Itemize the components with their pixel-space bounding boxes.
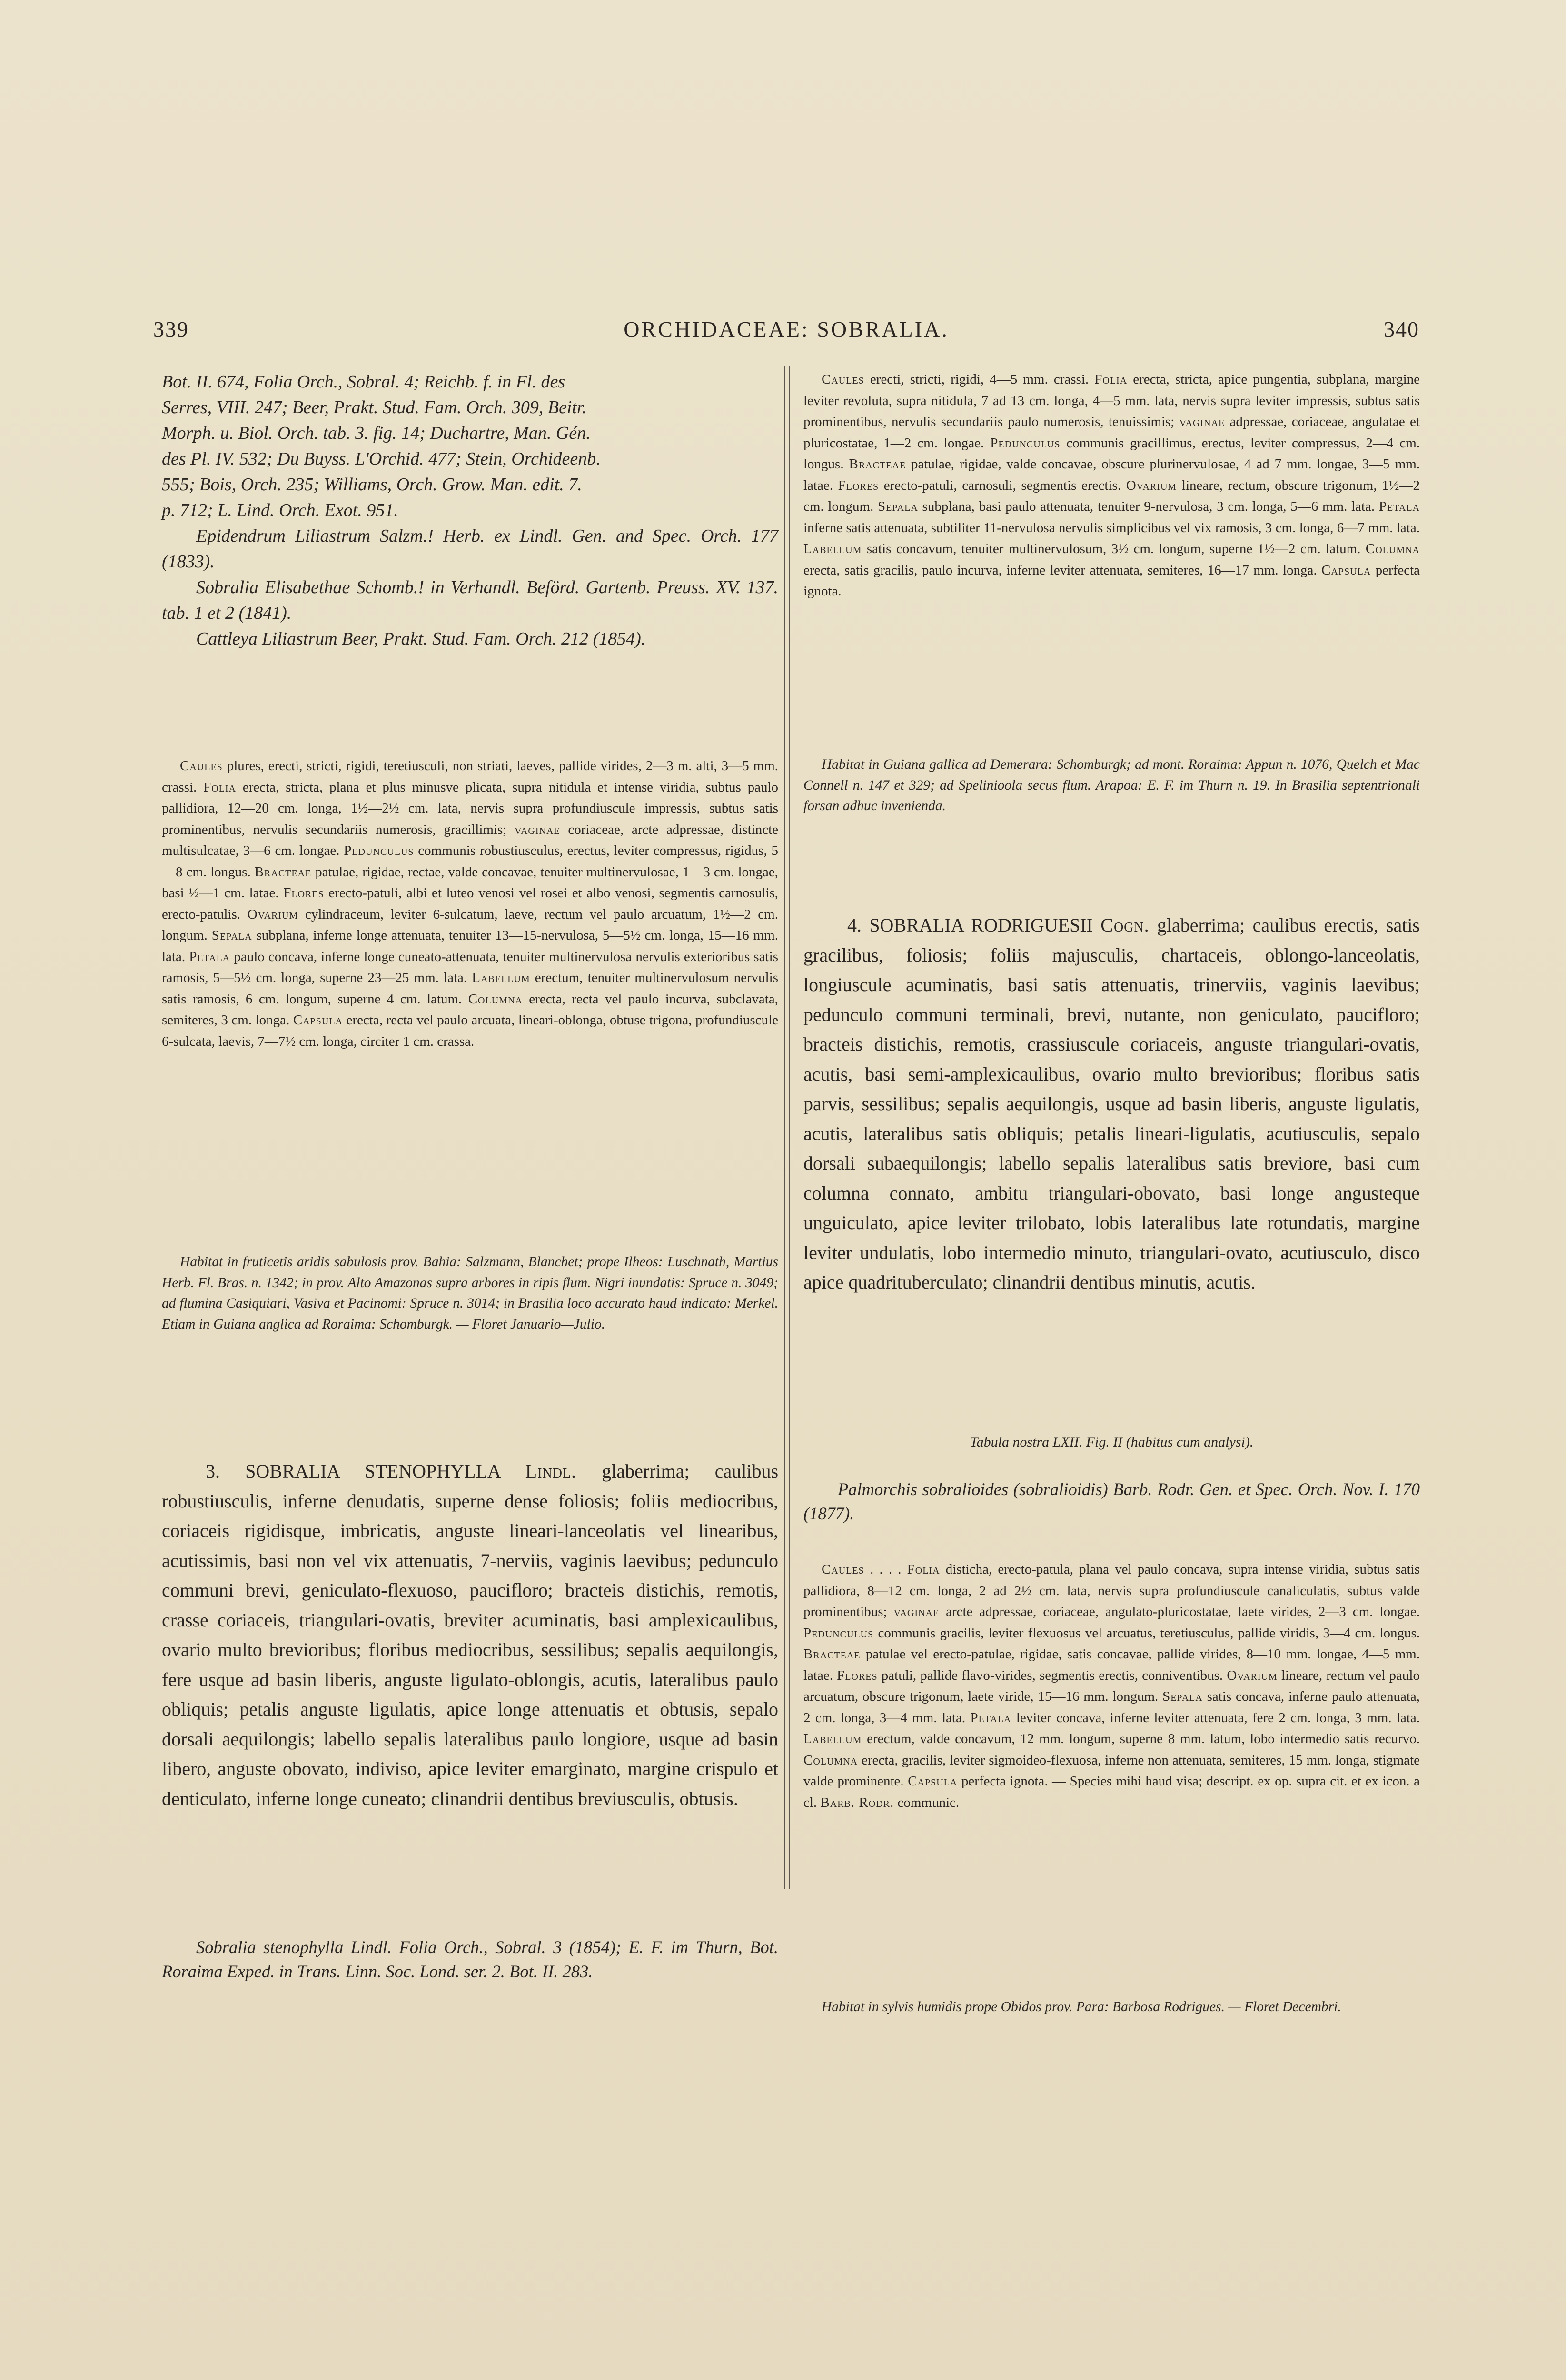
synonym-cattleya: Cattleya Liliastrum Beer, Prakt. Stud. Fam. Orch. 212 (1854). xyxy=(196,629,646,649)
species-3-synonym: Sobralia stenophylla Lindl. Folia Orch., Sobral. 3 (1854); E. F. im Thurn, Bot. Roraima Exped. in Trans. Linn. Soc. Lond. ser. 2. Bot. II. 283. xyxy=(162,1937,778,1981)
column-divider xyxy=(784,366,790,1889)
habitat-paragraph: Habitat in Guiana gallica ad Demerara: Schomburgk; ad mont. Roraima: Appun n. 1076, Quelch et Mac Connell n. 147 et 329; ad Spelinioola secus flum. Arapoa: E. F. im Thurn n. 19. In Brasilia septentrionali forsan adhuc invenienda. xyxy=(803,757,1420,813)
description-block-2 xyxy=(803,369,1420,602)
running-title: ORCHIDACEAE: SOBRALIA. xyxy=(624,317,949,341)
description-block xyxy=(162,755,778,1052)
description-paragraph: Caules erecti, stricti, rigidi, 4—5 mm. crassi. Folia erecta, stricta, apice pungentia, subplana, margine leviter revoluta, supra nitidula, 7 ad 13 cm. longa, 4—5 mm. lata, nervis supra leviter impressis, subtus satis prominentibus, nervulis secundariis paulo numerosis, tenuissimis; vaginae adpressae, coriaceae, angulatae et pluricostatae, 1—2 cm. longae. Pedunculus communis gracillimus, erectus, leviter compressus, 2—4 cm. longus. Bracteae patulae, rigidae, valde concavae, obscure plurinervulosae, 4 ad 7 mm. longae, 3—5 mm. latae. Flores erecto-patuli, carnosuli, segmentis erectis. Ovarium lineare, rectum, obscure trigonum, 1½—2 cm. longum. Sepala subplana, basi paulo attenuata, tenuiter 9-nervulosa, 3 cm. longa, 5—6 mm. lata. Petala inferne satis attenuata, subtiliter 11-nervulosa nervulis simplicibus vel vix ramosis, 3 cm. longa, 6—7 mm. lata. Labellum satis concavum, tenuiter multinervulosum, 3½ cm. longum, superne 1½—2 cm. latum. Columna erecta, satis gracilis, paulo incurva, inferne leviter attenuata, semiteres, 16—17 mm. longa. Capsula perfecta ignota. xyxy=(803,372,1420,599)
species-3-diagnosis: 3. SOBRALIA STENOPHYLLA Lindl. glaberrima; caulibus robustiusculis, inferne denudatis, superne dense foliosis; foliis mediocribus, coriaceis rigidisque, imbricatis, anguste lineari-lanceolatis vel linearibus, acutissimis, basi non vel vix attenuatis, 7-nerviis, vaginis laevibus; pedunculo communi brevi, geniculato-flexuoso, paucifloro; bracteis distichis, remotis, crasse coriaceis, triangulari-ovatis, breviter acuminatis, basi amplexicaulibus, ovario multo brevioribus; floribus mediocribus, sessilibus; sepalis aequilongis, fere usque ad basin liberis, anguste ligulato-oblongis, acutis, lateralibus paulo obliquis; petalis anguste ligulatis, apice longe attenuatis et obtusis, sepalo dorsali aequilongis; labello sepalis lateralibus paulo longiore, usque ad basin libero, anguste obovato, indiviso, apice leviter emarginato, margine crispulo et denticulato, inferne longe cuneato; clinandrii dentibus breviusculis, obtusis. xyxy=(162,1460,779,1809)
tabula-caption: Tabula nostra LXII. Fig. II (habitus cum analysi). xyxy=(970,1434,1254,1450)
habitat-block xyxy=(162,1252,778,1335)
habitat-block-2 xyxy=(803,754,1420,817)
habitat-block-3 xyxy=(803,1997,1420,2018)
species-4-block xyxy=(803,911,1420,1298)
page-header xyxy=(153,317,1419,350)
syn-line: des Pl. IV. 532; Du Buyss. L'Orchid. 477; Stein, Orchideenb. xyxy=(162,449,601,469)
description-paragraph: Caules plures, erecti, stricti, rigidi, teretiusculi, non striati, laeves, pallide virides, 2—3 m. alti, 3—5 mm. crassi. Folia erecta, stricta, plana et plus minusve plicata, supra nitidula et intense viridia, subtus paulo pallidiora, 12—20 cm. longa, 1½—2½ cm. lata, nervis supra profundiuscule impressis, subtus satis prominentibus, nervulis secundariis numerosis, gracillimis; vaginae coriaceae, arcte adpressae, distincte multisulcatae, 3—6 cm. longae. Pedunculus communis robustiusculus, erectus, leviter compressus, rigidus, 5—8 cm. longus. Bracteae patulae, rigidae, rectae, valde concavae, tenuiter multinervulosae, 1—3 cm. longae, basi ½—1 cm. latae. Flores erecto-patuli, albi et luteo venosi vel rosei et albo venosi, segmentis carnosulis, erecto-patulis. Ovarium cylindraceum, leviter 6-sulcatum, laeve, rectum vel paulo arcuatum, 1½—2 cm. longum. Sepala subplana, inferne longe attenuata, tenuiter 13—15-nervulosa, 5—5½ cm. longa, 15—16 mm. lata. Petala paulo concava, inferne longe cuneato-attenuata, tenuiter multinervulosa nervulis exterioribus satis ramosis, 5—5½ cm. longa, superne 23—25 mm. lata. Labellum erectum, tenuiter multinervulosum nervulis satis ramosis, 6 cm. longum, superne 4 cm. latum. Columna erecta, recta vel paulo incurva, subclavata, semiteres, 3 cm. longa. Capsula erecta, recta vel paulo arcuata, lineari-oblonga, obtuse trigona, profundiuscule 6-sulcata, laevis, 7—7½ cm. longa, circiter 1 cm. crassa. xyxy=(162,758,779,1049)
syn-line: Morph. u. Biol. Orch. tab. 3. fig. 14; Duchartre, Man. Gén. xyxy=(162,423,591,443)
habitat-paragraph: Habitat in fruticetis aridis sabulosis prov. Bahia: Salzmann, Blanchet; prope Ilheos: Luschnath, Martius Herb. Fl. Bras. n. 1342; in prov. Alto Amazonas supra arbores in ripis flum. Nigri inundatis: Spruce n. 3049; ad flumina Casiquiari, Vasiva et Pacinomi: Spruce n. 3014; in Brasilia loco accurato haud indicato: Merkel. Etiam in Guiana anglica ad Roraima: Schomburgk. — Floret Januario—Julio. xyxy=(162,1254,778,1332)
species-3-synonymy xyxy=(162,1935,778,1983)
species-4-synonym: Palmorchis sobralioides (sobralioidis) Barb. Rodr. Gen. et Spec. Orch. Nov. I. 170 (1877). xyxy=(803,1479,1420,1523)
description-paragraph: Caules . . . . Folia disticha, erecto-patula, plana vel paulo concava, supra intense viridia, subtus satis pallidiora, 8—12 cm. longa, 2 ad 2½ cm. lata, nervis supra profundiuscule canaliculatis, subtus valde prominentibus; vaginae arcte adpressae, coriaceae, angulato-pluricostatae, laete virides, 2—3 cm. longae. Pedunculus communis gracilis, leviter flexuosus vel arcuatus, teretiusculus, pallide viridis, 3—4 cm. longus. Bracteae patulae vel erecto-patulae, rigidae, satis concavae, pallide virides, 8—10 mm. longae, 4—5 mm. latae. Flores patuli, pallide flavo-virides, segmentis erectis, conniventibus. Ovarium lineare, rectum vel paulo arcuatum, obscure trigonum, laete viride, 15—16 mm. longum. Sepala satis concava, inferne paulo attenuata, 2 cm. longa, 3—4 mm. lata. Petala leviter concava, inferne leviter attenuata, fere 2 cm. longa, 3 mm. lata. Labellum erectum, valde concavum, 12 mm. longum, superne 8 mm. latum, lobo intermedio satis recurvo. Columna erecta, gracilis, leviter sigmoideo-flexuosa, inferne non attenuata, semiteres, 15 mm. longa, stigmate valde prominente. Capsula perfecta ignota. — Species mihi haud visa; descript. ex op. supra cit. et ex icon. a cl. Barb. Rodr. communic. xyxy=(803,1562,1420,1810)
species-4-diagnosis: 4. SOBRALIA RODRIGUESII Cogn. glaberrima; caulibus erectis, satis gracilibus, foliosis; foliis majusculis, chartaceis, oblongo-lanceolatis, longiuscule acuminatis, basi satis attenuatis, trinerviis, vaginis laevibus; pedunculo communi terminali, brevi, nutante, non geniculato, paucifloro; bracteis distichis, remotis, crassiuscule coriaceis, anguste triangulari-ovatis, acutis, basi semi-amplexicaulibus, ovario multo brevioribus; floribus satis parvis, sessilibus; sepalis aequilongis, usque ad basin liberis, anguste ligulatis, acutis, lateralibus satis obliquis; petalis lineari-ligulatis, acutiusculis, sepalo dorsali subaequilongis; labello sepalis lateralibus satis breviore, basi cum columna connato, ambitu triangulari-obovato, basi longe angusteque unguiculato, apice leviter trilobato, lobis lateralibus late rotundatis, margine leviter undulatis, lobo intermedio minuto, triangulari-ovato, acutiusculo, disco apice quadrituberculato; clinandrii dentibus minutis, acutis. xyxy=(803,914,1420,1293)
description-block-3 xyxy=(803,1559,1420,1813)
species-3-heading: 3. SOBRALIA STENOPHYLLA xyxy=(206,1460,525,1482)
syn-line: p. 712; L. Lind. Orch. Exot. 951. xyxy=(162,500,398,520)
synonymy-block xyxy=(162,369,778,652)
synonym-elisabethae: Sobralia Elisabethae Schomb.! in Verhandl. Beförd. Gartenb. Preuss. XV. 137. tab. 1 et 2 (1841). xyxy=(162,577,778,623)
page-number-left: 339 xyxy=(153,317,189,341)
syn-line: Serres, VIII. 247; Beer, Prakt. Stud. Fam. Orch. 309, Beitr. xyxy=(162,397,587,417)
species-4-heading: 4. SOBRALIA RODRIGUESII xyxy=(847,914,1101,936)
habitat-paragraph: Habitat in sylvis humidis prope Obidos prov. Para: Barbosa Rodrigues. — Floret Decembri. xyxy=(822,1999,1341,2014)
page-number-right: 340 xyxy=(1384,317,1419,341)
species-4-synonymy xyxy=(803,1477,1420,1526)
syn-line: 555; Bois, Orch. 235; Williams, Orch. Grow. Man. edit. 7. xyxy=(162,475,582,495)
plate-reference xyxy=(803,1434,1420,1450)
synonym-epidendrum: Epidendrum Liliastrum Salzm.! Herb. ex Lindl. Gen. and Spec. Orch. 177 (1833). xyxy=(162,526,778,572)
syn-line: Bot. II. 674, Folia Orch., Sobral. 4; Reichb. f. in Fl. des xyxy=(162,372,565,392)
species-3-block xyxy=(162,1457,778,1814)
